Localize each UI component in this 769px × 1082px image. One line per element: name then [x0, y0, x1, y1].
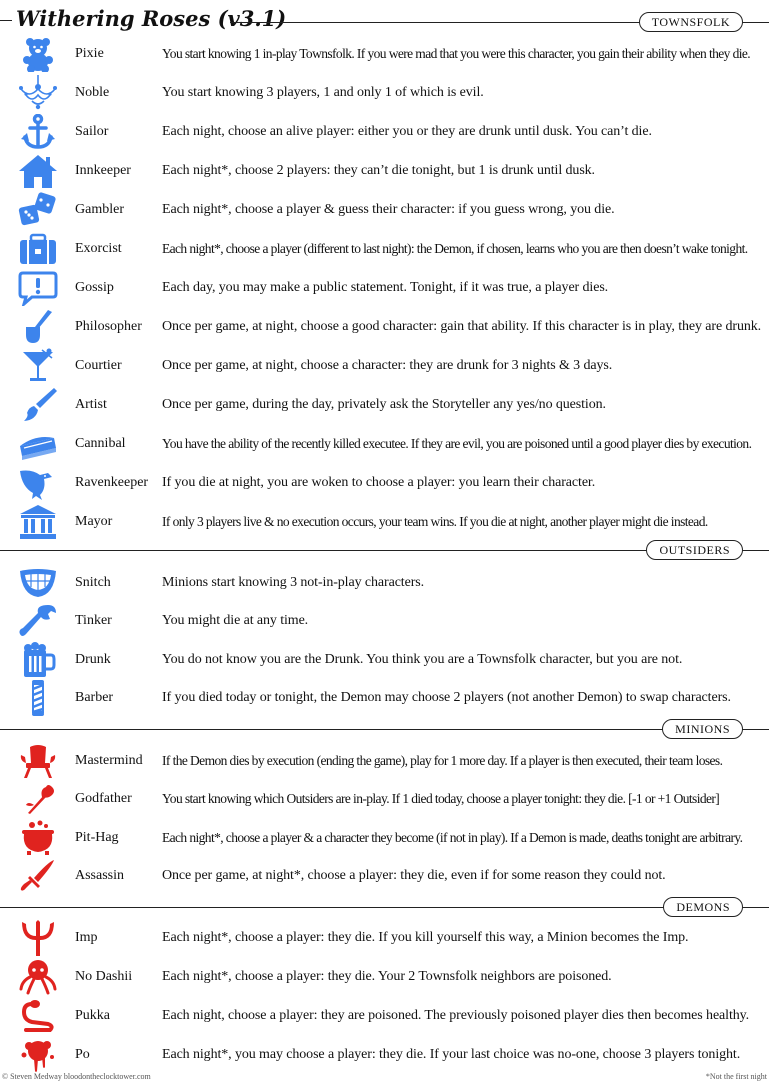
character-ability: If the Demon dies by execution (ending the game), play for 1 more day. If a player is then executed, their team loses.: [162, 753, 723, 768]
character-ability: Each night*, choose 2 players: they can’t die tonight, but 1 is drunk until dusk.: [162, 163, 595, 178]
character-name: Innkeeper: [75, 163, 131, 178]
cocktail-glass-icon: [18, 348, 58, 384]
divider-rule: [0, 907, 769, 908]
section-label-minions: MINIONS: [662, 719, 743, 739]
character-name: Godfather: [75, 791, 132, 806]
beer-mug-icon: [18, 642, 58, 678]
character-ability: Each night*, choose a player & a character they become (if not in play). If a Demon is made, deaths tonight are arbitrary.: [162, 830, 743, 845]
character-row-mayor: [0, 503, 769, 541]
town-hall-icon: [18, 504, 58, 540]
character-name: Gossip: [75, 280, 114, 295]
character-ability: Each night*, you may choose a player: they die. If your last choice was no-one, choose 3 players tonight.: [162, 1047, 741, 1062]
character-row-godfather: [0, 780, 769, 818]
barber-pole-icon: [18, 680, 58, 716]
character-row-po: [0, 1036, 769, 1074]
character-ability: You have the ability of the recently killed executee. If they are evil, you are poisoned until a good player dies by execution.: [162, 436, 752, 451]
character-name: Courtier: [75, 358, 122, 373]
character-ability: Each night*, choose a player: they die. If you kill yourself this way, a Minion becomes the Imp.: [162, 930, 689, 945]
character-row-artist: [0, 386, 769, 424]
grinning-mouth-icon: [18, 565, 58, 601]
character-ability: Once per game, during the day, privately ask the Storyteller any yes/no question.: [162, 397, 606, 412]
section-divider-minions: [0, 719, 769, 741]
dice-icon: [18, 192, 58, 228]
character-name: Po: [75, 1047, 90, 1062]
character-name: Drunk: [75, 652, 111, 667]
character-row-drunk: [0, 641, 769, 679]
character-ability: You do not know you are the Drunk. You think you are a Townsfolk character, but you are not.: [162, 652, 683, 667]
section-divider-outsiders: [0, 540, 769, 562]
section-divider-demons: [0, 897, 769, 919]
character-name: Ravenkeeper: [75, 475, 149, 490]
character-ability: Each night*, choose a player (different to last night): the Demon, if chosen, learns who you are then doesn’t wake tonight.: [162, 241, 748, 256]
section-label-outsiders: OUTSIDERS: [646, 540, 743, 560]
character-ability: Each night, choose a player: they are poisoned. The previously poisoned player dies then becomes healthy.: [162, 1008, 750, 1023]
character-name: Mayor: [75, 514, 113, 529]
character-ability: Each night*, choose a player: they die. Your 2 Townsfolk neighbors are poisoned.: [162, 969, 612, 984]
character-row-noble: [0, 74, 769, 112]
character-ability: Once per game, at night, choose a good character: gain that ability. If this character is in play, they are drunk.: [162, 319, 762, 334]
character-name: Exorcist: [75, 241, 122, 256]
character-name: Pit-Hag: [75, 830, 119, 845]
character-row-innkeeper: [0, 152, 769, 190]
raven-icon: [18, 465, 58, 501]
character-ability: Minions start knowing 3 not-in-play characters.: [162, 575, 425, 590]
character-name: Artist: [75, 397, 107, 412]
character-row-no-dashii: [0, 958, 769, 996]
character-ability: If you die at night, you are woken to choose a player: you learn their character.: [162, 475, 596, 490]
character-row-gambler: [0, 191, 769, 229]
character-ability: If you died today or tonight, the Demon may choose 2 players (not another Demon) to swap characters.: [162, 690, 731, 705]
paintbrush-icon: [18, 387, 58, 423]
character-ability: Once per game, at night, choose a character: they are drunk for 3 nights & 3 days.: [162, 358, 613, 373]
cauldron-icon: [18, 820, 58, 856]
character-name: No Dashii: [75, 969, 133, 984]
character-row-exorcist: [0, 230, 769, 268]
character-row-sailor: [0, 113, 769, 151]
character-row-cannibal: [0, 425, 769, 463]
pipe-icon: [18, 309, 58, 345]
trident-icon: [18, 920, 58, 956]
blood-splatter-icon: [18, 1037, 58, 1073]
character-row-philosopher: [0, 308, 769, 346]
throne-icon: [18, 743, 58, 779]
script-title: Withering Roses (v3.1): [16, 6, 287, 31]
character-name: Sailor: [75, 124, 109, 139]
character-row-gossip: [0, 269, 769, 307]
wrench-icon: [18, 603, 58, 639]
section-label-demons: DEMONS: [663, 897, 743, 917]
character-name: Noble: [75, 85, 110, 100]
page-footer: [0, 1072, 769, 1082]
character-row-imp: [0, 919, 769, 957]
character-name: Cannibal: [75, 436, 126, 451]
character-row-mastermind: [0, 742, 769, 780]
character-name: Imp: [75, 930, 98, 945]
section-label-townsfolk: TOWNSFOLK: [639, 12, 743, 32]
suitcase-icon: [18, 231, 58, 267]
character-name: Gambler: [75, 202, 124, 217]
character-ability: Each night*, choose a player & guess their character: if you guess wrong, you die.: [162, 202, 615, 217]
pie-slice-icon: [18, 426, 58, 462]
snake-icon: [18, 998, 58, 1034]
character-row-barber: [0, 679, 769, 717]
character-row-pukka: [0, 997, 769, 1035]
character-name: Barber: [75, 690, 114, 705]
character-row-pit-hag: [0, 819, 769, 857]
character-ability: You start knowing which Outsiders are in-play. If 1 died today, choose a player tonight: they die. [-1 or +1 Outsider]: [162, 791, 720, 806]
character-name: Pukka: [75, 1008, 110, 1023]
chandelier-icon: [18, 75, 58, 111]
anchor-icon: [18, 114, 58, 150]
character-name: Philosopher: [75, 319, 142, 334]
section-divider-townsfolk: [0, 12, 769, 34]
character-name: Pixie: [75, 46, 104, 61]
character-ability: You start knowing 3 players, 1 and only 1 of which is evil.: [162, 85, 484, 100]
character-name: Mastermind: [75, 753, 143, 768]
character-row-tinker: [0, 602, 769, 640]
character-name: Tinker: [75, 613, 112, 628]
character-ability: If only 3 players live & no execution occurs, your team wins. If you die at night, another player might die instead.: [162, 514, 708, 529]
character-ability: You might die at any time.: [162, 613, 309, 628]
character-ability: You start knowing 1 in-play Townsfolk. If you were mad that you were this character, you gain their ability when they die.: [162, 46, 751, 61]
character-ability: Each day, you may make a public statement. Tonight, if it was true, a player dies.: [162, 280, 609, 295]
speech-bubble-icon: [18, 270, 58, 306]
character-row-snitch: [0, 564, 769, 602]
house-icon: [18, 153, 58, 189]
divider-rule: [0, 729, 769, 730]
rose-icon: [18, 781, 58, 817]
character-row-assassin: [0, 857, 769, 895]
character-ability: Each night, choose an alive player: either you or they are drunk until dusk. You can’t die.: [162, 124, 652, 139]
character-row-pixie: [0, 35, 769, 73]
footer-note: *Not the first night: [705, 1072, 767, 1081]
dagger-icon: [18, 858, 58, 894]
footer-copyright: © Steven Medway bloodontheclocktower.com: [2, 1072, 151, 1081]
character-ability: Once per game, at night*, choose a player: they die, even if for some reason they could not.: [162, 868, 666, 883]
character-name: Snitch: [75, 575, 111, 590]
character-row-ravenkeeper: [0, 464, 769, 502]
octopus-icon: [18, 959, 58, 995]
character-name: Assassin: [75, 868, 125, 883]
character-row-courtier: [0, 347, 769, 385]
teddy-bear-icon: [18, 36, 58, 72]
